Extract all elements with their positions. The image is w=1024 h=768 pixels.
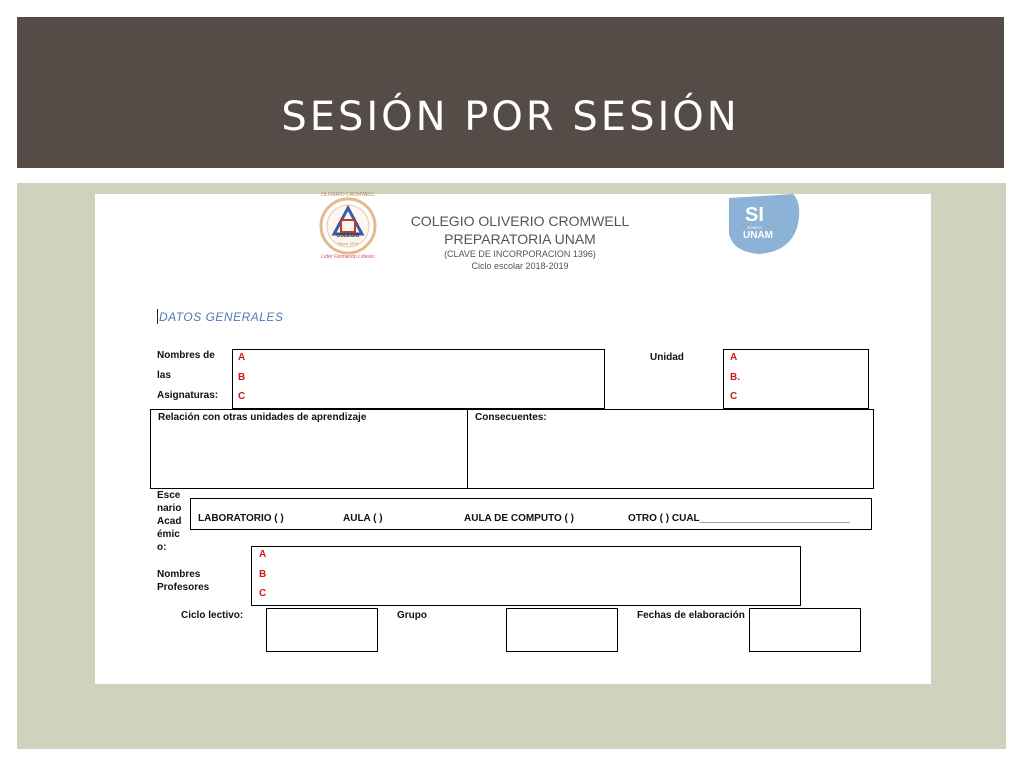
crest-motto: Líder Formando Líderes (321, 254, 375, 260)
form-document (95, 194, 931, 684)
unidad-box[interactable] (723, 349, 869, 409)
profesor-a: A (259, 549, 267, 560)
escenario-label-2: nario (157, 503, 182, 514)
slide-header (17, 17, 1004, 168)
relacion-label: Relación con otras unidades de aprendizaje (158, 412, 367, 423)
ciclo-lectivo-label: Ciclo lectivo: (181, 610, 244, 621)
fechas-label: Fechas de elaboración (637, 610, 745, 621)
consecuentes-label: Consecuentes: (475, 412, 547, 423)
otro-option[interactable]: OTRO ( ) CUAL___________________________ (628, 513, 850, 524)
profesores-box[interactable] (251, 546, 801, 606)
unidad-c: C (730, 391, 738, 402)
si-unam-badge-icon (723, 194, 803, 256)
crest-inner-text: COLEGIO (336, 233, 360, 239)
ciclo-lectivo-box[interactable] (266, 608, 378, 652)
grupo-box[interactable] (506, 608, 618, 652)
asignaturas-label-3: Asignaturas: (157, 390, 219, 401)
asignaturas-box[interactable] (232, 349, 605, 409)
grupo-label: Grupo (397, 610, 427, 621)
asignatura-a: A (238, 352, 246, 363)
badge-big-text: SI (745, 204, 764, 226)
section-title: DATOS GENERALES (159, 310, 284, 324)
program-name: PREPARATORIA UNAM (444, 231, 596, 247)
relacion-box[interactable] (150, 409, 468, 489)
profesor-b: B (259, 569, 267, 580)
slide-title: SESIÓN POR SESIÓN (281, 94, 740, 140)
school-header (395, 212, 645, 272)
text-cursor (157, 309, 158, 324)
asignatura-c: C (238, 391, 246, 402)
escenario-label-5: o: (157, 542, 167, 553)
ciclo-escolar: Ciclo escolar 2018-2019 (471, 261, 569, 271)
escenario-label-1: Esce (157, 490, 181, 501)
school-crest-icon (313, 194, 383, 266)
aula-computo-option[interactable]: AULA DE COMPUTO ( ) (464, 513, 574, 524)
escenario-label-3: Acad (157, 516, 182, 527)
fechas-box[interactable] (749, 608, 861, 652)
crest-arc-text: OLIVERIO CROMWELL (321, 192, 375, 198)
profesores-label-2: Profesores (157, 582, 210, 593)
consecuentes-box[interactable] (467, 409, 874, 489)
badge-name-text: UNAM (743, 230, 773, 241)
crest-since: Since 1970 (337, 241, 358, 246)
badge-small-text: SOMOS (747, 225, 762, 230)
asignaturas-label-1: Nombres de (157, 350, 215, 361)
escenario-label-4: émic (157, 529, 180, 540)
asignatura-b: B (238, 372, 246, 383)
school-name: COLEGIO OLIVERIO CROMWELL (410, 213, 630, 229)
aula-option[interactable]: AULA ( ) (343, 513, 383, 524)
profesor-c: C (259, 588, 267, 599)
unidad-a: A (730, 352, 738, 363)
asignaturas-label-2: las (157, 370, 171, 381)
escenario-box[interactable] (190, 498, 872, 530)
unidad-b: B. (730, 372, 740, 383)
profesores-label-1: Nombres (157, 569, 201, 580)
clave-text: (CLAVE DE INCORPORACION 1396) (444, 249, 596, 259)
unidad-label: Unidad (650, 352, 684, 363)
laboratorio-option[interactable]: LABORATORIO ( ) (198, 513, 284, 524)
